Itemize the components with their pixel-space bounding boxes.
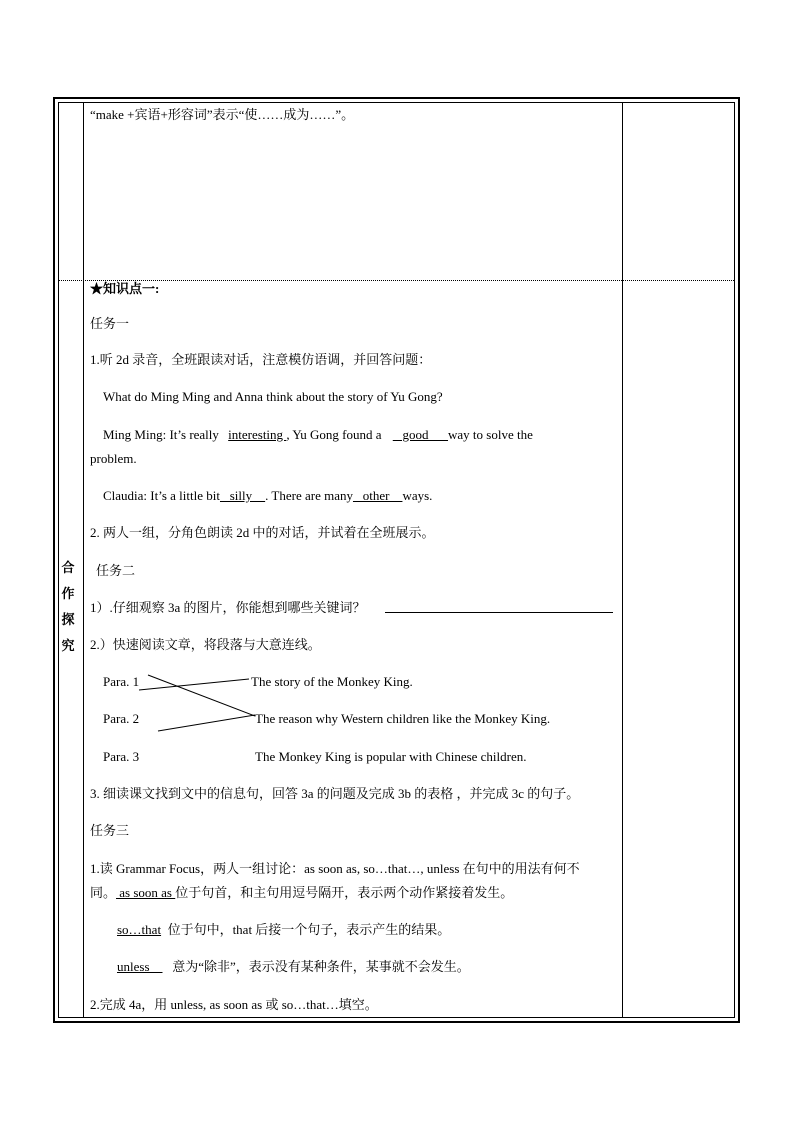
side-char: 究 <box>61 638 75 653</box>
task1-question: What do Ming Ming and Anna think about the story of Yu Gong? <box>103 389 443 404</box>
task2-item3: 3. 细读课文找到文中的信息句，回答 3a 的问题及完成 3b 的表格 ，并完成 3c 的句子。 <box>90 786 580 801</box>
mingming-wrap: problem. <box>90 451 137 466</box>
task3-title: 任务三 <box>90 823 130 838</box>
idea-3: The Monkey King is popular with Chinese children. <box>255 749 527 764</box>
claudia-blank2: other <box>352 488 403 503</box>
so-that-line <box>117 922 450 938</box>
match-line-1 <box>139 679 249 690</box>
task3-item1-cont <box>90 885 513 901</box>
mingming-blank2: good <box>392 427 449 442</box>
so-that-term: so…that <box>117 922 162 937</box>
idea-1: The story of the Monkey King. <box>251 674 413 689</box>
task2-title: 任务二 <box>96 563 136 578</box>
side-char: 作 <box>61 586 75 601</box>
idea-2: The reason why Western children like the Monkey King. <box>255 711 551 726</box>
mingming-pre: Ming Ming: It’s really <box>103 427 223 442</box>
unless-desc: 意为“除非”，表示没有某种条件，某事就不会发生。 <box>162 959 470 974</box>
task3-item1: 1.读 Grammar Focus，两人一组讨论：as soon as, so…that…, unless 在句中的用法有何不 <box>90 861 580 876</box>
as-soon-as-term: as soon as <box>116 885 176 900</box>
task1-item2: 2. 两人一组，分角色朗读 2d 中的对话，并试着在全班展示。 <box>90 525 435 540</box>
as-soon-as-desc: 位于句首，和主句用逗号隔开，表示两个动作紧接着发生。 <box>175 885 514 900</box>
para-label-3: Para. 3 <box>103 749 140 764</box>
claudia-pre: Claudia: It’s a little bit <box>103 488 220 503</box>
side-char: 合 <box>61 560 75 575</box>
para-label-1: Para. 1 <box>103 674 140 689</box>
so-that-desc: 位于句中，that 后接一个句子，表示产生的结果。 <box>161 922 451 937</box>
claudia-mid: . There are many <box>265 488 353 503</box>
claudia-blank1: silly <box>219 488 266 503</box>
task3-item2: 2.完成 4a，用 unless, as soon as 或 so…that…填空。 <box>90 997 378 1012</box>
task3-item1-pre: 同。 <box>90 885 117 900</box>
unless-term: unless <box>117 959 163 974</box>
mingming-blank1: interesting <box>228 427 287 442</box>
task1-title: 任务一 <box>90 316 130 331</box>
match-line-2 <box>148 675 255 716</box>
section-heading: ★知识点一: <box>90 281 160 296</box>
mingming-mid: , Yu Gong found a <box>286 427 385 442</box>
top-row-text: “make +宾语+形容词”表示“使……成为……”。 <box>90 107 355 122</box>
task2-item2: 2.）快速阅读文章，将段落与大意连线。 <box>90 637 321 652</box>
claudia-post: ways. <box>402 488 433 503</box>
unless-line <box>117 959 470 975</box>
task1-item1: 1.听 2d 录音，全班跟读对话，注意模仿语调，并回答问题： <box>90 352 432 367</box>
match-line-3 <box>158 715 255 731</box>
para-label-2: Para. 2 <box>103 711 140 726</box>
side-char: 探 <box>61 612 75 627</box>
task2-item1: 1）.仔细观察 3a 的图片，你能想到哪些关键词？ <box>90 600 366 615</box>
mingming-post: way to solve the <box>448 427 533 442</box>
